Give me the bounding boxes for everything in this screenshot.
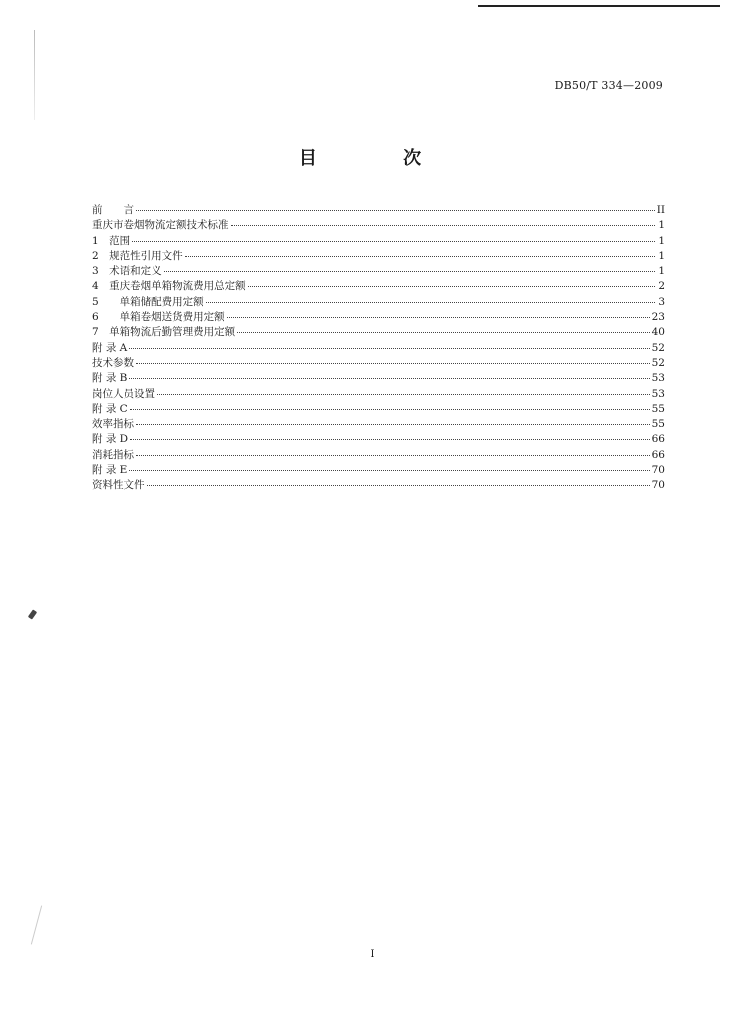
toc-entry-label: 附 录 A	[92, 341, 128, 354]
toc-dot-leader	[136, 455, 650, 456]
toc-entry-label: 4 重庆卷烟单箱物流费用总定额	[92, 280, 246, 293]
toc-dot-leader	[132, 241, 655, 242]
toc-dot-leader	[129, 470, 649, 471]
toc-entry-label: 1 范围	[92, 234, 131, 247]
toc-entry[interactable]	[92, 462, 665, 477]
table-of-contents	[92, 202, 665, 493]
toc-entry-label: 附 录 C	[92, 402, 128, 415]
scan-smudge	[31, 906, 42, 945]
toc-entry[interactable]	[92, 324, 665, 339]
toc-entry[interactable]	[92, 217, 665, 232]
toc-entry-page: 53	[651, 372, 665, 385]
scan-edge-mark	[34, 30, 35, 120]
toc-dot-leader	[164, 271, 655, 272]
toc-entry[interactable]	[92, 248, 665, 263]
toc-entry[interactable]	[92, 278, 665, 293]
toc-entry[interactable]	[92, 202, 665, 217]
toc-entry-page: 3	[658, 295, 665, 308]
toc-entry-label: 6 单箱卷烟送货费用定额	[92, 311, 225, 324]
toc-dot-leader	[136, 424, 650, 425]
toc-dot-leader	[157, 394, 650, 395]
toc-dot-leader	[227, 317, 650, 318]
toc-entry-page: 23	[651, 311, 665, 324]
toc-dot-leader	[130, 439, 650, 440]
document-code: DB50/T 334—2009	[554, 79, 663, 92]
toc-entry[interactable]	[92, 477, 665, 492]
scan-smudge	[28, 609, 37, 619]
toc-entry-label: 7 单箱物流后勤管理费用定额	[92, 326, 236, 339]
toc-entry-label: 2 规范性引用文件	[92, 249, 183, 262]
toc-dot-leader	[237, 332, 649, 333]
toc-entry-label: 消耗指标	[92, 448, 134, 461]
toc-dot-leader	[248, 286, 655, 287]
toc-entry-label: 5 单箱储配费用定额	[92, 295, 204, 308]
toc-entry[interactable]	[92, 401, 665, 416]
toc-entry-page: 70	[651, 464, 665, 477]
toc-entry[interactable]	[92, 233, 665, 248]
toc-entry-label: 岗位人员设置	[92, 387, 155, 400]
toc-entry-page: 2	[658, 280, 665, 293]
toc-entry-page: 40	[651, 326, 665, 339]
toc-entry[interactable]	[92, 309, 665, 324]
toc-entry[interactable]	[92, 416, 665, 431]
toc-entry-page: 52	[651, 356, 665, 369]
toc-entry-page: 53	[651, 387, 665, 400]
toc-entry[interactable]	[92, 431, 665, 446]
toc-entry-label: 附 录 E	[92, 464, 128, 477]
toc-entry-label: 重庆市卷烟物流定额技术标准	[92, 219, 229, 232]
toc-dot-leader	[129, 348, 649, 349]
toc-entry-page: 1	[658, 249, 665, 262]
toc-entry-label: 3 术语和定义	[92, 265, 162, 278]
toc-entry-page: 1	[658, 265, 665, 278]
toc-entry-label: 附 录 D	[92, 433, 129, 446]
toc-entry[interactable]	[92, 386, 665, 401]
toc-entry[interactable]	[92, 370, 665, 385]
toc-dot-leader	[147, 485, 650, 486]
toc-dot-leader	[185, 256, 655, 257]
toc-dot-leader	[206, 302, 655, 303]
toc-dot-leader	[136, 210, 655, 211]
toc-entry-page: 55	[651, 418, 665, 431]
scan-top-rule	[478, 5, 720, 7]
toc-entry-label: 效率指标	[92, 418, 134, 431]
toc-entry-label: 技术参数	[92, 356, 134, 369]
toc-dot-leader	[231, 225, 656, 226]
toc-entry-page: 66	[651, 448, 665, 461]
toc-dot-leader	[130, 409, 650, 410]
toc-title: 目 次	[298, 148, 462, 169]
toc-entry-label: 资料性文件	[92, 479, 145, 492]
toc-entry[interactable]	[92, 340, 665, 355]
toc-dot-leader	[129, 378, 649, 379]
toc-entry-page: 52	[651, 341, 665, 354]
page-number: I	[370, 949, 375, 960]
toc-entry-page: 1	[658, 219, 665, 232]
toc-entry-page: 70	[651, 479, 665, 492]
toc-entry-label: 前 言	[92, 204, 134, 216]
toc-entry-page: 1	[658, 234, 665, 247]
toc-entry[interactable]	[92, 447, 665, 462]
toc-entry-page: II	[656, 204, 665, 216]
toc-entry[interactable]	[92, 263, 665, 278]
toc-entry-page: 55	[651, 402, 665, 415]
toc-entry-label: 附 录 B	[92, 372, 128, 385]
toc-dot-leader	[136, 363, 650, 364]
toc-entry-page: 66	[651, 433, 665, 446]
toc-entry[interactable]	[92, 355, 665, 370]
toc-entry[interactable]	[92, 294, 665, 309]
